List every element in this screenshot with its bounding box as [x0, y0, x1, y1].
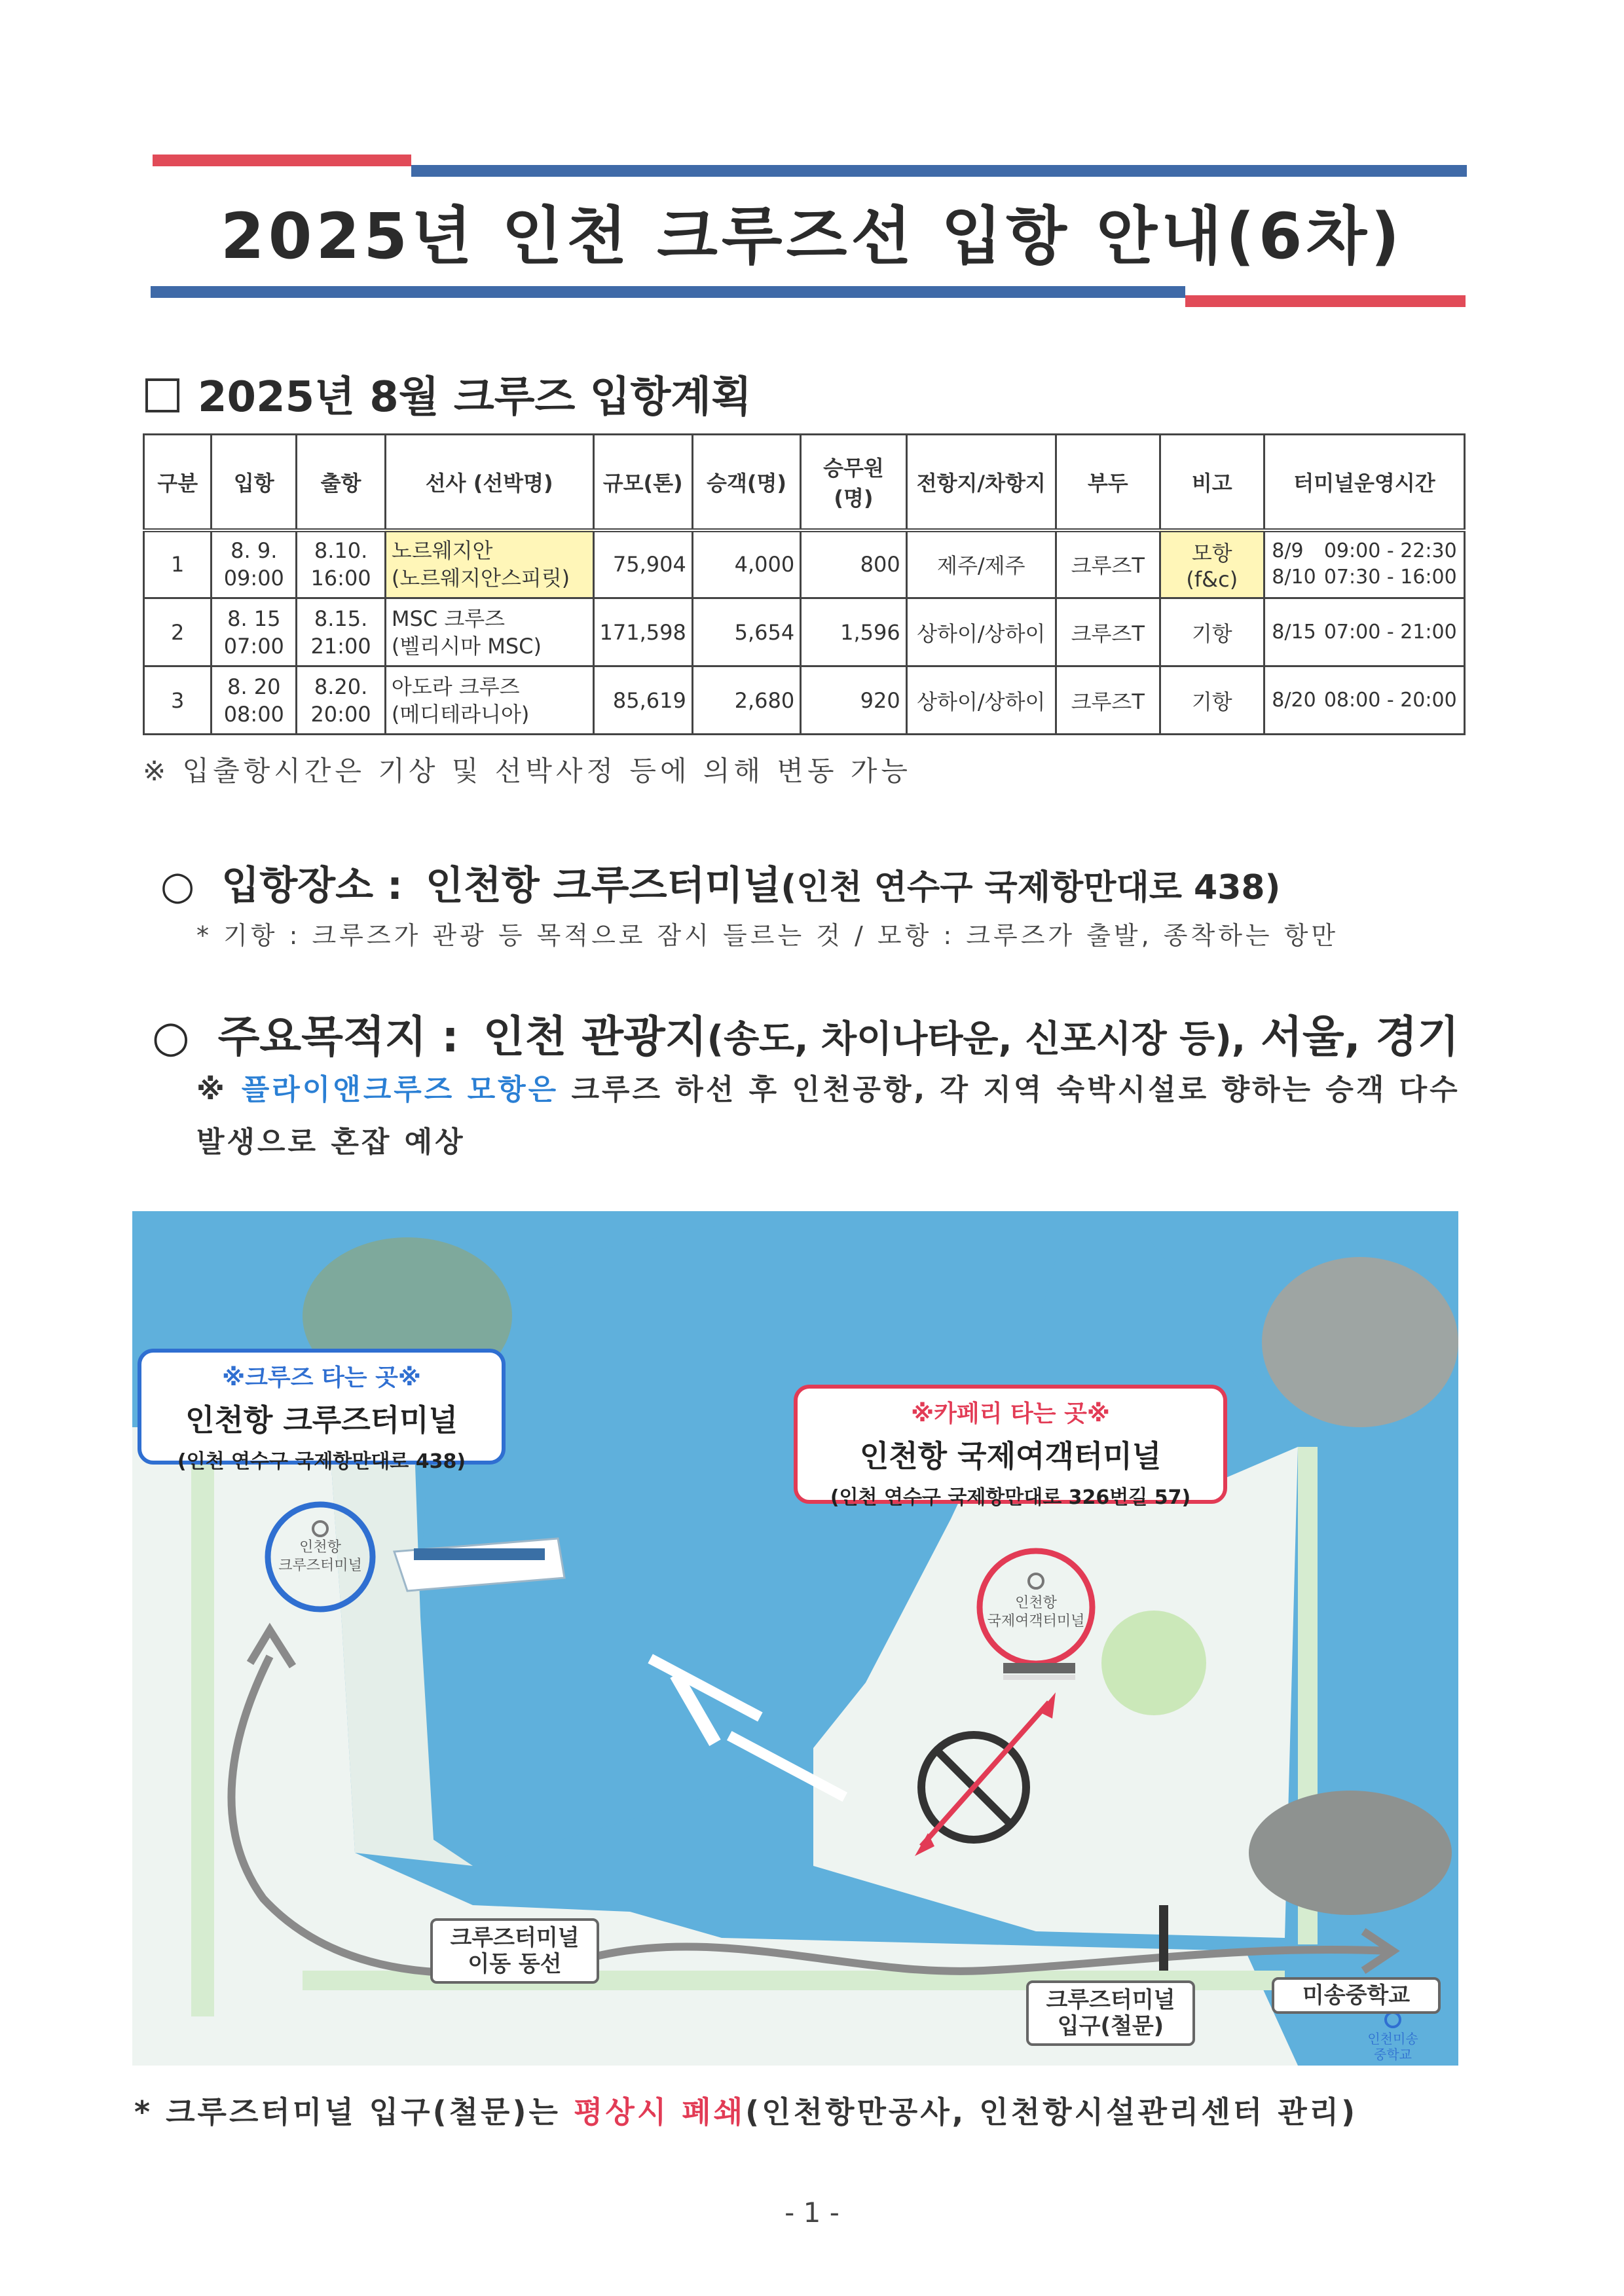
route-cell: 상하이/상하이 — [906, 666, 1056, 735]
congestion-note: ※ 플라이앤크루즈 모항은 크루즈 하선 후 인천공항, 각 지역 숙박시설로 향하는 승객 다수 발생으로 혼잡 예상 — [196, 1073, 1460, 1159]
green-roundabout — [1101, 1611, 1206, 1715]
cruise-line-cell: 아도라 크루즈 (메디테라니아) — [385, 666, 593, 735]
col-header: 승객(명) — [692, 435, 800, 530]
col-header: 구분 — [144, 435, 212, 530]
col-header: 전항지/차항지 — [906, 435, 1056, 530]
col-header: 출항 — [297, 435, 386, 530]
row-number: 2 — [144, 598, 212, 666]
remark-cell: 모항(f&c) — [1160, 530, 1264, 598]
route-cell: 상하이/상하이 — [906, 598, 1056, 666]
crew-cell: 800 — [801, 530, 906, 598]
section-heading: 2025년 8월 크루즈 입항계획 — [145, 363, 752, 424]
cruise-line-cell: 노르웨지안 (노르웨지안스피릿) — [385, 530, 593, 598]
terminal-hours-cell: 8/15 07:00 - 21:00 — [1264, 598, 1464, 666]
route-label: 크루즈터미널 이동 동선 — [430, 1918, 599, 1984]
title-bar-top-red — [153, 155, 411, 166]
ferry-pin-label: 인천항 국제여객터미널 — [987, 1595, 1085, 1630]
terminal-hours-cell: 8/20 08:00 - 20:00 — [1264, 666, 1464, 735]
route-cell: 제주/제주 — [906, 530, 1056, 598]
bullet-destinations: ○ 주요목적지 : 인천 관광지(송도, 차이나타운, 신포시장 등), 서울, 경기 — [152, 1011, 1460, 1062]
terminal-hours-cell: 8/9 09:00 - 22:30 8/10 07:30 - 16:00 — [1264, 530, 1464, 598]
arrival-cell: 8. 9. 09:00 — [212, 530, 297, 598]
checkbox-square-icon — [145, 378, 179, 412]
col-header: 입항 — [212, 435, 297, 530]
passengers-cell: 4,000 — [692, 530, 800, 598]
circle-bullet-icon: ○ — [160, 863, 195, 909]
cruise-schedule-table — [143, 433, 1466, 735]
circle-bullet-icon: ○ — [152, 1011, 190, 1062]
tonnage-cell: 171,598 — [593, 598, 692, 666]
cruise-pin-label: 인천항 크루즈터미널 — [278, 1539, 362, 1574]
bullet-arrival-location: ○ 입항장소 : 인천항 크루즈터미널(인천 연수구 국제항만대로 438) — [160, 863, 1281, 909]
school-label: 미송중학교 — [1272, 1977, 1441, 2014]
green-strip-west — [191, 1427, 214, 2016]
pier-cell: 크루즈T — [1056, 598, 1160, 666]
tonnage-cell: 75,904 — [593, 530, 692, 598]
cruise-line-cell: MSC 크루즈 (벨리시마 MSC) — [385, 598, 593, 666]
crew-cell: 1,596 — [801, 598, 906, 666]
page-title: 2025년 인천 크루즈선 입항 안내(6차) — [220, 200, 1404, 273]
col-header: 터미널운영시간 — [1264, 435, 1464, 530]
port-map — [132, 1211, 1458, 2066]
crew-cell: 920 — [801, 666, 906, 735]
pier-cell: 크루즈T — [1056, 666, 1160, 735]
table-row — [144, 598, 1465, 666]
remark-cell: 기항 — [1160, 598, 1264, 666]
title-bar-bottom-navy — [151, 286, 1185, 298]
remark-cell: 기항 — [1160, 666, 1264, 735]
title-bar-bottom-red — [1185, 295, 1466, 307]
school-pin-label: 인천미송 중학교 — [1367, 2031, 1418, 2062]
departure-cell: 8.15. 21:00 — [297, 598, 386, 666]
passengers-cell: 5,654 — [692, 598, 800, 666]
passengers-cell: 2,680 — [692, 666, 800, 735]
departure-cell: 8.20. 20:00 — [297, 666, 386, 735]
col-header: 승무원(명) — [801, 435, 906, 530]
ferry-terminal-photo — [1262, 1257, 1458, 1427]
departure-cell: 8.10. 16:00 — [297, 530, 386, 598]
row-number: 1 — [144, 530, 212, 598]
col-header: 부두 — [1056, 435, 1160, 530]
page-number: - 1 - — [784, 2196, 840, 2229]
port-map-graphic — [132, 1211, 1458, 2066]
cruise-boarding-callout: ※크루즈 타는 곳※ 인천항 크루즈터미널 (인천 연수구 국제항만대로 438) — [138, 1349, 506, 1465]
tonnage-cell: 85,619 — [593, 666, 692, 735]
gate-closed-note: * 크루즈터미널 입구(철문)는 평상시 폐쇄(인천항만공사, 인천항시설관리센터 관리) — [134, 2094, 1358, 2130]
pier-cell: 크루즈T — [1056, 530, 1160, 598]
col-header: 규모(톤) — [593, 435, 692, 530]
col-header: 비고 — [1160, 435, 1264, 530]
arrival-cell: 8. 15 07:00 — [212, 598, 297, 666]
row-number: 3 — [144, 666, 212, 735]
title-bar-top-navy — [411, 165, 1467, 177]
arrival-cell: 8. 20 08:00 — [212, 666, 297, 735]
table-header-row — [144, 435, 1465, 530]
barrier-icon — [1003, 1663, 1075, 1673]
gate-label: 크루즈터미널 입구(철문) — [1026, 1980, 1195, 2046]
table-footnote: ※ 입출항시간은 기상 및 선박사정 등에 의해 변동 가능 — [143, 755, 912, 787]
port-definition-note: * 기항 : 크루즈가 관광 등 목적으로 잠시 들르는 것 / 모항 : 크루즈가 출발, 종착하는 항만 — [196, 921, 1339, 950]
ferry-boarding-callout: ※카페리 타는 곳※ 인천항 국제여객터미널 (인천 연수구 국제항만대로 326번길 57) — [794, 1385, 1227, 1504]
table-row — [144, 666, 1465, 735]
table-row — [144, 530, 1465, 598]
col-header: 선사 (선박명) — [385, 435, 593, 530]
gate-photo — [1249, 1791, 1452, 1915]
